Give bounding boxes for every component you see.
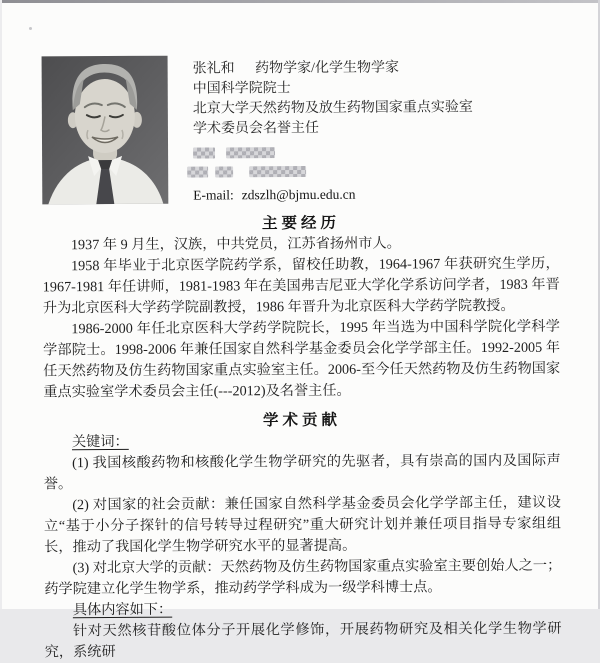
redacted-block: [215, 166, 233, 177]
person-title: 药物学家/化学生物学家: [255, 60, 400, 77]
keywords-label: 关键词：: [71, 433, 129, 451]
email-label: E-mail:: [193, 187, 234, 203]
redacted-contact-line-2: [193, 164, 473, 177]
details-text-clipped: 针对天然核苷酸位体分子开展化学修饰，开展药物研究及相关化学生物学研究，系统研: [44, 620, 562, 661]
portrait-photo: [42, 56, 169, 205]
section-heading-experience: 主要经历: [261, 214, 340, 233]
person-name: 张礼和: [192, 61, 235, 77]
contribution-item: (3) 对北京大学的贡献：天然药物及仿生药物国家重点实验室主要创始人之一；药学院建立化学生物学系，推动药学学科成为一级学科博士点。: [44, 557, 562, 598]
profile-header: [42, 54, 560, 205]
affiliation-laboratory: 北京大学天然药物及放生药物国家重点实验室: [192, 100, 473, 117]
experience-paragraph: 1986-2000 年任北京医科大学药学院院长，1995 年当选为中国科学院化学科学学部院士。1998-2006 年兼任国家自然科学基金委员会化学学部主任。1992-2005 年任天然药物及仿生药物国家重点实验室主任。2006-至今任天然药物及仿生药物国家重点实验室学术委员会主任(---2012)及名誉主任。: [43, 318, 561, 401]
profile-info: [193, 54, 474, 203]
affiliation-honorary-chair: 学术委员会名誉主任: [192, 120, 319, 137]
scan-edge-left: [0, 0, 2, 609]
redacted-contact-line-1: [193, 145, 473, 158]
email-line: [193, 184, 473, 205]
redacted-block: [187, 166, 208, 177]
email-address: zdszlh@bjmu.edu.cn: [241, 186, 356, 203]
contribution-item: (2) 对国家的社会贡献：兼任国家自然科学基金委员会化学学部主任，建议设立“基于小分子探针的信号转导过程研究”重大研究计划并兼任项目指导专家组组长，推动了我国化学生物学研究水平的显著提高。: [43, 494, 562, 556]
contribution-item: (1) 我国核酸药物和核酸化学生物学研究的先驱者，具有崇高的国内及国际声誉。: [43, 452, 561, 493]
redacted-block: [249, 165, 306, 176]
section-heading-contribution: 学术贡献: [262, 411, 342, 430]
affiliation-academician: 中国科学院院士: [192, 81, 291, 97]
redacted-block: [193, 147, 215, 158]
experience-paragraph: 1937 年 9 月生，汉族，中共党员，江苏省扬州市人。: [70, 235, 401, 254]
experience-paragraph: 1958 年毕业于北京医学院药学系，留校任助教，1964-1967 年获研究生学历，1967-1981 年任讲师，1981-1983 年在美国弗吉尼亚大学化学系访问学者，1983 年晋升为北京医科大学药学院副教授，1986 年晋升为北京医科大学药学院教授。: [42, 255, 560, 317]
scan-speck: [29, 27, 32, 30]
details-label: 具体内容如下：: [72, 601, 173, 619]
name-title-line: [193, 58, 473, 79]
page-content: [41, 0, 561, 663]
redacted-block: [226, 147, 275, 158]
